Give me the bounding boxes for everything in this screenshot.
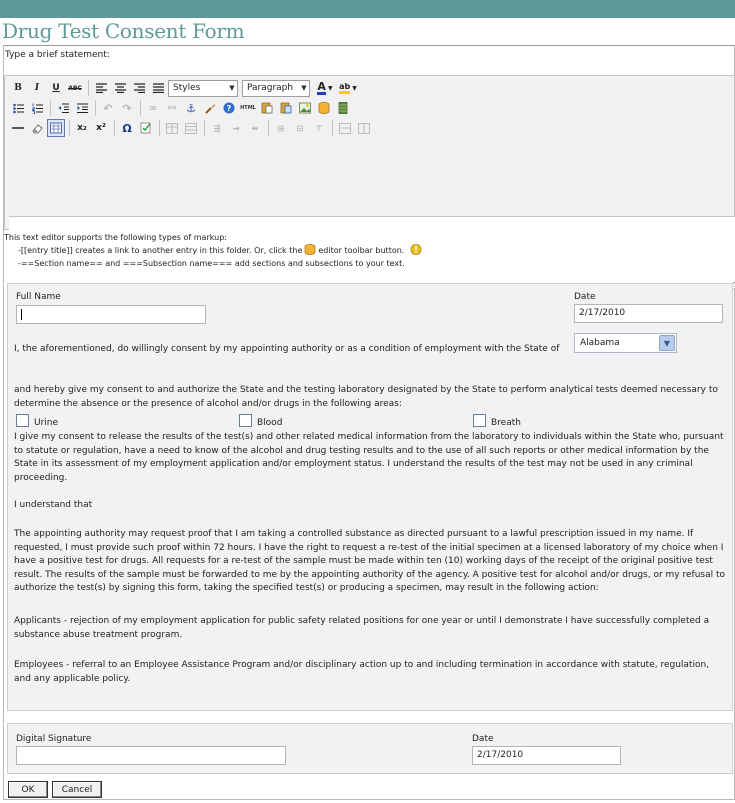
toolbar-separator [69,120,70,136]
text-caret [21,309,22,320]
cancel-button[interactable]: Cancel [52,781,102,798]
undo-button[interactable] [99,99,117,117]
database-icon [318,102,330,114]
insert-table-button[interactable] [163,119,181,137]
table-properties-button[interactable] [182,119,200,137]
unlink-icon: ⚯ [167,102,177,114]
digital-signature-label: Digital Signature [16,734,92,744]
highlight-color-button[interactable] [337,79,359,97]
html-source-button[interactable] [239,99,257,117]
insert-column-icon: ⇻ [251,123,259,133]
delete-row-button[interactable] [227,119,245,137]
table-grid-icon [50,122,62,134]
paste-word-icon [280,102,292,114]
brush-icon [204,102,216,114]
toolbar-row-2 [9,98,353,118]
subscript-icon: x₂ [77,123,87,133]
table-properties-icon [185,123,197,134]
chevron-down-icon[interactable]: ▼ [659,335,675,351]
align-right-button[interactable] [130,79,148,97]
bullet-list-button[interactable] [9,99,27,117]
text-color-button[interactable] [314,79,336,97]
top-banner [0,0,735,18]
cell-properties-icon: ⊤ [315,123,323,133]
show-blocks-button[interactable] [47,119,65,137]
full-name-input[interactable] [16,305,206,324]
row-properties-icon [339,123,351,134]
applicants-paragraph: Applicants - rejection of my employment application for public safety related positions for one year or until I demonstrate I have successfully completed a substance abuse treatment program. [14,616,710,640]
superscript-icon: x² [96,123,106,133]
markup-help-line-2: -==Section name== and ===Subsection name=== add sections and subsections to your text. [18,259,405,268]
signature-date-label: Date [472,734,494,744]
markup-help-line-1 [4,244,424,257]
superscript-button[interactable] [92,119,110,137]
consent-line: I, the aforementioned, do willingly consent by my appointing authority or as a condition of employment with the State of [14,344,560,354]
special-char-button[interactable] [118,119,136,137]
paste-word-button[interactable] [277,99,295,117]
markup-help-intro: This text editor supports the following types of markup: [4,233,227,242]
delete-row-icon: ⇥ [232,123,240,133]
consent-form-panel [7,283,733,711]
outdent-icon [58,103,69,113]
proof-paragraph: The appointing authority may request proof that I am taking a controlled substance as directed pursuant to a lawful prescription issued in my name. If requested, I must provide such proof within 72 hours. I have the right to request a re-test of the initial specimen at a licensed laboratory of my choice when I have a positive test for drugs. All requests for a re-test of the sample must be made within ten (10) working days of the receipt of the original positive test result. The results of the sample must be forwarded to me by the appointing authority of the agency. A positive test for alcohol and/or drugs, or my refusal to authorize the test(s) by signing this form, taking the specified test(s) or producing a specimen, may result in the following action: [14,529,726,594]
cell-properties-button[interactable] [310,119,328,137]
outdent-button[interactable] [54,99,72,117]
digital-signature-input[interactable] [16,746,286,765]
column-properties-icon [358,123,370,134]
spellcheck-button[interactable] [137,119,155,137]
toolbar-separator [95,100,96,116]
help-icon [223,102,235,114]
undo-icon: ↶ [103,101,113,115]
chevron-down-icon: ▼ [327,84,333,92]
paste-text-icon [261,102,273,114]
help-button[interactable] [220,99,238,117]
spellcheck-icon [140,122,152,134]
markup-help-line-1-suffix: editor toolbar button. [318,246,405,255]
redo-button[interactable] [118,99,136,117]
align-left-icon [96,83,107,93]
bold-icon: B [14,83,22,93]
toolbar-separator [159,120,160,136]
svg-text:?: ? [226,104,232,113]
split-cells-button[interactable] [291,119,309,137]
understand-line: I understand that [14,500,93,510]
format-select[interactable] [242,80,310,97]
eraser-icon [31,122,43,134]
table-icon [166,123,178,134]
align-center-button[interactable] [111,79,129,97]
page-title: Drug Test Consent Form [2,19,245,43]
numbered-list-icon [32,103,43,114]
underline-icon: U [52,83,60,93]
breath-checkbox[interactable] [473,414,486,427]
consent-paragraph: and hereby give my consent to and authorize the State and the testing laboratory designated by the State to perform analytical tests deemed necessary to determine the absence or the presence of alcohol and/or drugs in the following areas: [14,385,718,409]
urine-label: Urine [34,418,59,428]
insert-image-button[interactable] [296,99,314,117]
horizontal-rule-icon [12,125,24,131]
film-icon [337,102,349,114]
merge-cells-icon: ⊞ [277,123,285,133]
urine-checkbox[interactable] [16,414,29,427]
blood-checkbox[interactable] [239,414,252,427]
toolbar-separator [140,100,141,116]
subscript-button[interactable] [73,119,91,137]
signature-date-input[interactable]: 2/17/2010 [472,746,621,765]
numbered-list-button[interactable] [28,99,46,117]
italic-button[interactable] [28,79,46,97]
indent-button[interactable] [73,99,91,117]
date-label: Date [574,292,596,302]
styles-select-label: Styles [173,83,201,93]
blood-label: Blood [257,418,283,428]
toolbar-separator [50,100,51,116]
breath-label: Breath [491,418,521,428]
toolbar-row-3 [9,118,374,138]
state-select-value: Alabama [580,338,620,348]
anchor-icon: ⚓ [186,101,196,115]
italic-icon: I [34,83,40,93]
row-properties-button[interactable] [336,119,354,137]
html-icon: HTML [240,105,256,111]
bold-button[interactable] [9,79,27,97]
insert-entry-link-button[interactable] [315,99,333,117]
strikethrough-button[interactable] [66,79,84,97]
redo-icon: ↷ [122,101,132,115]
bullet-list-icon [13,103,24,114]
chevron-down-icon: ▼ [229,84,235,92]
column-properties-button[interactable] [355,119,373,137]
align-center-icon [115,83,126,93]
paste-text-button[interactable] [258,99,276,117]
signature-panel [7,723,733,774]
image-icon [299,102,311,114]
insert-row-icon: ⇶ [213,123,221,133]
anchor-button[interactable] [182,99,200,117]
chevron-down-icon: ▼ [352,84,357,92]
toolbar-separator [88,80,89,96]
omega-icon: Ω [122,121,132,135]
insert-row-button[interactable] [208,119,226,137]
unlink-button[interactable] [163,99,181,117]
insert-column-button[interactable] [246,119,264,137]
align-justify-icon [153,83,164,93]
ok-button[interactable]: OK [8,781,48,798]
toolbar-separator [268,120,269,136]
insert-media-button[interactable] [334,99,352,117]
rich-text-editor [4,75,735,230]
state-select[interactable] [574,333,677,353]
underline-button[interactable] [47,79,65,97]
align-right-icon [134,83,145,93]
toolbar-row-1 [9,78,360,98]
horizontal-rule-button[interactable] [9,119,27,137]
split-cells-icon: ⊟ [296,123,304,133]
merge-cells-button[interactable] [272,119,290,137]
info-icon[interactable] [410,244,422,255]
align-justify-button[interactable] [149,79,167,97]
markup-help [4,231,424,270]
full-name-label: Full Name [16,292,61,302]
employees-paragraph: Employees - referral to an Employee Assistance Program and/or disciplinary action up to and including termination in accordance with statute, regulation, and any applicable policy. [14,660,710,684]
database-icon [304,244,316,255]
toolbar-separator [114,120,115,136]
chevron-down-icon: ▼ [301,84,307,92]
markup-help-line-1-text: -[[entry title]] creates a link to another entry in this folder. Or, click the [18,246,303,255]
toolbar-separator [332,120,333,136]
cleanup-button[interactable] [201,99,219,117]
toolbar-separator [204,120,205,136]
link-icon: ∞ [148,102,158,114]
format-select-label: Paragraph [247,83,294,93]
strikethrough-icon: ABC [68,84,82,92]
statement-label: Type a brief statement: [5,50,110,60]
link-button[interactable] [144,99,162,117]
styles-select[interactable] [168,80,238,97]
highlight-color-icon: ab [339,82,350,94]
indent-icon [77,103,88,113]
date-input[interactable]: 2/17/2010 [574,304,723,323]
align-left-button[interactable] [92,79,110,97]
release-paragraph: I give my consent to release the results of the test(s) and other related medical information from the laboratory to individuals within the State who, pursuant to statute or regulation, have a need to know of the alcohol and drug testing results and to the use of all such reports or other medical information by the State in its assessment of my employment application and/or employment status. I understand the results of the test may not be used in any criminal proceeding. [14,432,724,483]
remove-format-button[interactable] [28,119,46,137]
text-color-icon: A [317,79,326,93]
